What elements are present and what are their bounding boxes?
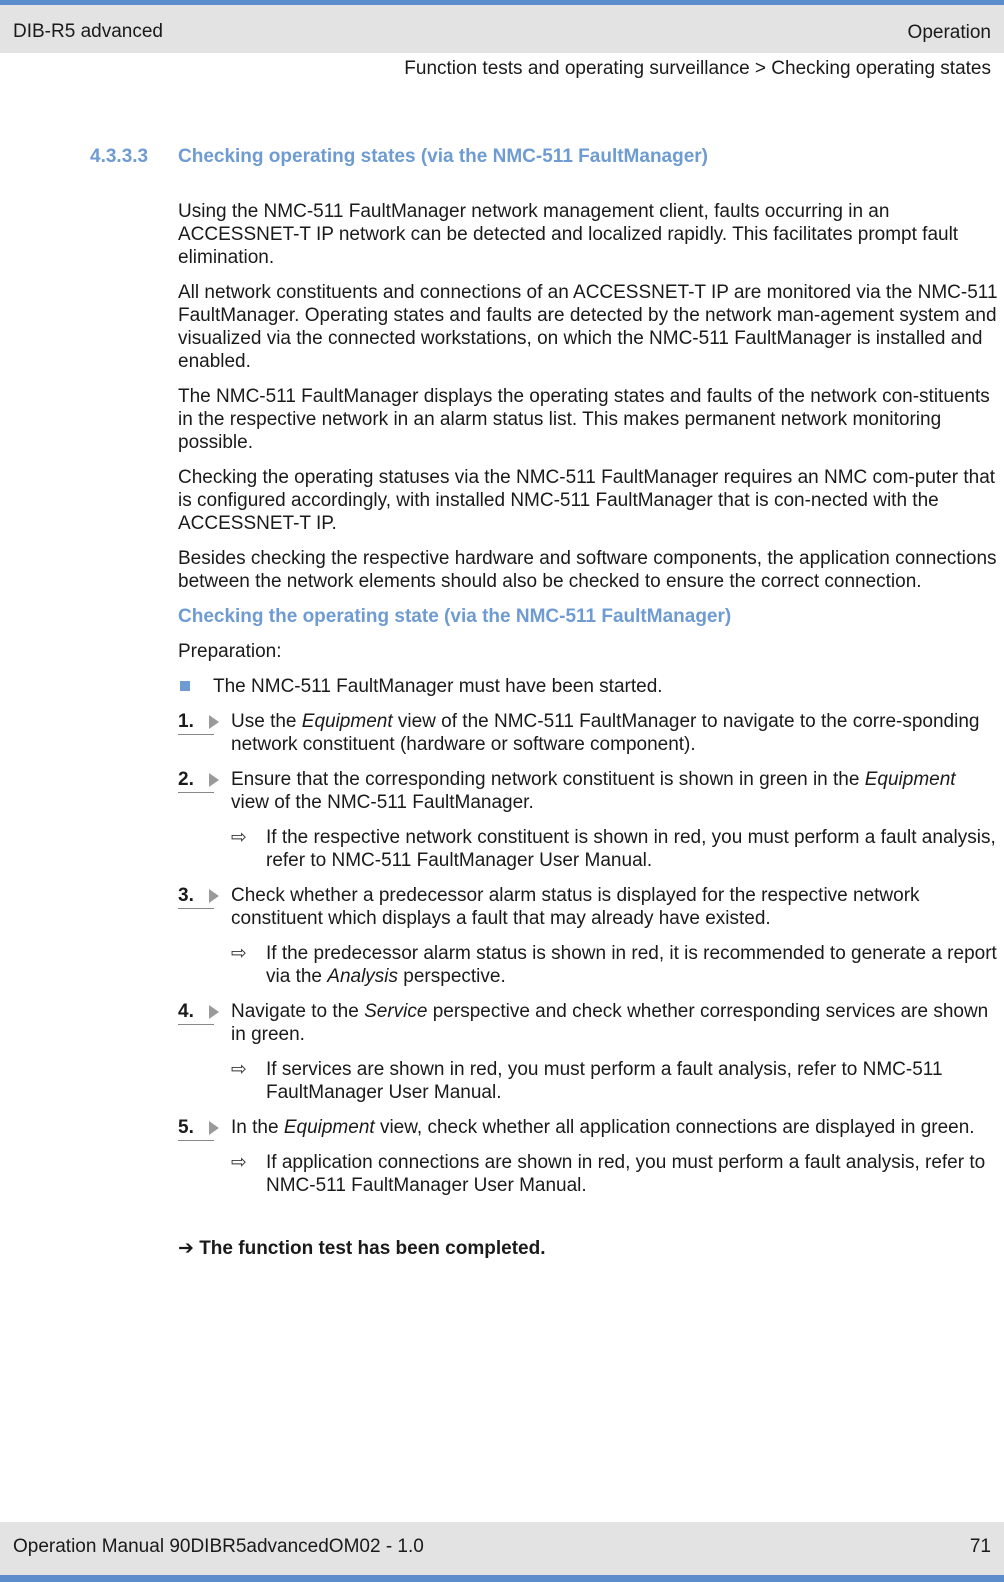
procedure-step xyxy=(178,710,998,756)
paragraph: Besides checking the respective hardware and software components, the application connections between the network elements should also be checked to ensure the correct connection. xyxy=(178,548,997,592)
step-underline xyxy=(178,734,214,735)
procedure-step xyxy=(178,1116,998,1139)
step-text: In the Equipment view, check whether all application connections are displayed in green. xyxy=(231,1117,975,1138)
page-number: 71 xyxy=(969,1536,991,1557)
result-arrow-icon: ⇨ xyxy=(231,1059,247,1080)
section-title: Checking operating states (via the NMC-511 FaultManager) xyxy=(178,146,709,167)
result-text: If services are shown in red, you must perform a fault analysis, refer to NMC-511 FaultManager User Manual. xyxy=(266,1059,943,1103)
procedure-step xyxy=(178,884,998,930)
ui-term: Equipment xyxy=(283,1117,375,1138)
ui-term: Analysis xyxy=(327,966,399,987)
result-text: If application connections are shown in red, you must perform a fault analysis, refer to NMC-511 FaultManager User Manual. xyxy=(266,1152,986,1196)
step-result xyxy=(178,1058,998,1104)
result-arrow-icon: ⇨ xyxy=(231,943,247,964)
step-arrow-icon xyxy=(209,889,219,903)
chapter-title: Operation xyxy=(907,22,991,43)
square-bullet-icon xyxy=(180,681,190,691)
footer-accent-rule xyxy=(0,1575,1004,1582)
manual-reference: Operation Manual 90DIBR5advancedOM02 - 1.0 xyxy=(13,1536,424,1557)
step-number: 5. xyxy=(178,1116,218,1139)
ui-term: Equipment xyxy=(301,711,393,732)
precondition-item xyxy=(178,675,998,698)
result-text: If the predecessor alarm status is shown in red, it is recommended to generate a report via the Analysis perspective. xyxy=(266,943,997,987)
step-number: 1. xyxy=(178,710,218,733)
header-band xyxy=(0,5,1004,53)
ui-term: Equipment xyxy=(864,769,956,790)
step-arrow-icon xyxy=(209,1121,219,1135)
breadcrumb: Function tests and operating surveillance > Checking operating states xyxy=(404,58,991,79)
step-underline xyxy=(178,1140,214,1141)
step-arrow-icon xyxy=(209,1005,219,1019)
result-text: If the respective network constituent is shown in red, you must perform a fault analysis, refer to NMC-511 FaultManager User Manual. xyxy=(266,827,996,871)
step-number: 4. xyxy=(178,1000,218,1023)
step-result xyxy=(178,826,998,872)
main-content xyxy=(178,200,998,1260)
step-text: Use the Equipment view of the NMC-511 FaultManager to navigate to the corre-sponding network constituent (hardware or software component). xyxy=(231,711,980,755)
step-text: Ensure that the corresponding network constituent is shown in green in the Equipment view of the NMC-511 FaultManager. xyxy=(231,769,956,813)
document-name: DIB-R5 advanced xyxy=(13,21,163,42)
procedure-step xyxy=(178,768,998,814)
step-underline xyxy=(178,792,214,793)
procedure-heading: Checking the operating state (via the NMC-511 FaultManager) xyxy=(178,606,732,627)
step-underline xyxy=(178,908,214,909)
step-result xyxy=(178,942,998,988)
step-text: Navigate to the Service perspective and check whether corresponding services are shown in green. xyxy=(231,1001,989,1045)
section-number: 4.3.3.3 xyxy=(90,146,149,167)
paragraph: Using the NMC-511 FaultManager network management client, faults occurring in an ACCESSNET-T IP network can be detected and localized rapidly. This facilitates prompt fault elimination. xyxy=(178,201,959,268)
result-arrow-icon: ⇨ xyxy=(231,827,247,848)
paragraph: Checking the operating statuses via the NMC-511 FaultManager requires an NMC com-puter that is configured accordingly, with installed NMC-511 FaultManager that is con-nected with the ACCESSNET-T IP. xyxy=(178,467,996,534)
preparation-label: Preparation: xyxy=(178,641,282,662)
completion-message: ➔ The function test has been completed. xyxy=(178,1238,546,1259)
step-number: 2. xyxy=(178,768,218,791)
step-text: Check whether a predecessor alarm status is displayed for the respective network constituent which displays a fault that may already have existed. xyxy=(231,885,920,929)
step-arrow-icon xyxy=(209,773,219,787)
paragraph: All network constituents and connections of an ACCESSNET-T IP are monitored via the NMC-511 FaultManager. Operating states and faults are detected by the network man-agement system and visualized via the connected workstations, on which the NMC-511 FaultManager is installed and enabled. xyxy=(178,282,998,372)
precondition-text: The NMC-511 FaultManager must have been started. xyxy=(213,676,663,697)
step-number: 3. xyxy=(178,884,218,907)
step-underline xyxy=(178,1024,214,1025)
paragraph: The NMC-511 FaultManager displays the operating states and faults of the network con-stituents in the respective network in an alarm status list. This makes permanent network monitoring possible. xyxy=(178,386,990,453)
procedure-step xyxy=(178,1000,998,1046)
step-result xyxy=(178,1151,998,1197)
result-arrow-icon: ⇨ xyxy=(231,1152,247,1173)
ui-term: Service xyxy=(364,1001,428,1022)
step-arrow-icon xyxy=(209,715,219,729)
